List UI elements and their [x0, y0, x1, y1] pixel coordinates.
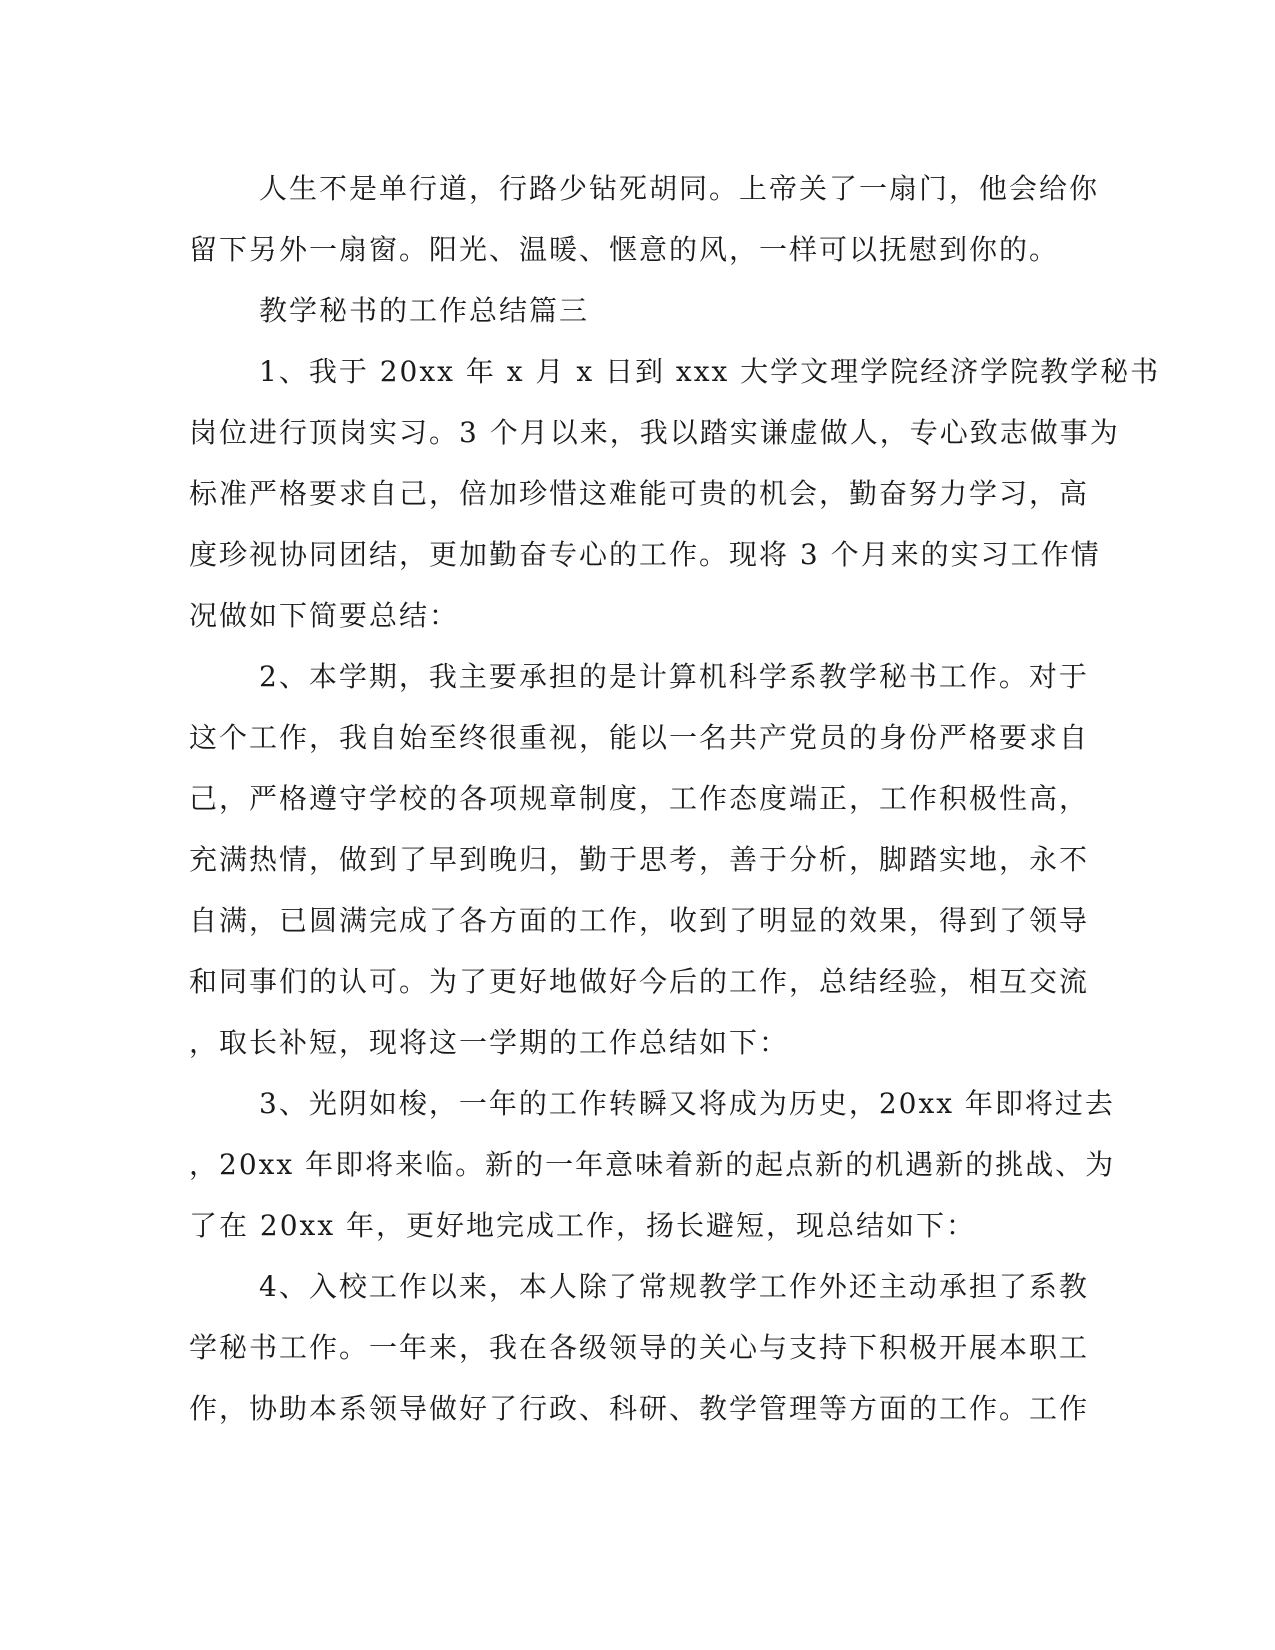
- text-line: 这个工作，我自始至终很重视，能以一名共产党员的身份严格要求自: [189, 721, 1090, 754]
- text-line: 充满热情，做到了早到晚归，勤于思考，善于分析，脚踏实地，永不: [189, 843, 1090, 876]
- text-line: 学秘书工作。一年来，我在各级领导的关心与支持下积极开展本职工: [189, 1331, 1090, 1364]
- text-line: 2、本学期，我主要承担的是计算机科学系教学秘书工作。对于: [259, 660, 1089, 693]
- text-line: 己，严格遵守学校的各项规章制度，工作态度端正，工作积极性高，: [189, 782, 1090, 815]
- text-line: 自满，已圆满完成了各方面的工作，收到了明显的效果，得到了领导: [189, 904, 1090, 937]
- text-line: 标准严格要求自己，倍加珍惜这难能可贵的机会，勤奋努力学习，高: [189, 477, 1090, 510]
- text-line: ，取长补短，现将这一学期的工作总结如下：: [189, 1026, 790, 1059]
- text-line: 1、我于 20xx 年 x 月 x 日到 xxx 大学文理学院经济学院教学秘书: [259, 355, 1161, 388]
- section-heading: 教学秘书的工作总结篇三: [259, 294, 590, 327]
- document-body: [189, 158, 1161, 1439]
- text-line: 3、光阴如梭，一年的工作转瞬又将成为历史，20xx 年即将过去: [259, 1087, 1115, 1120]
- text-line: 岗位进行顶岗实习。3 个月以来，我以踏实谦虚做人，专心致志做事为: [189, 416, 1120, 449]
- text-line: 人生不是单行道，行路少钻死胡同。上帝关了一扇门，他会给你: [259, 172, 1100, 205]
- text-line: 4、入校工作以来，本人除了常规教学工作外还主动承担了系教: [259, 1270, 1089, 1303]
- text-line: 和同事们的认可。为了更好地做好今后的工作，总结经验，相互交流: [189, 965, 1090, 998]
- text-line: ，20xx 年即将来临。新的一年意味着新的起点新的机遇新的挑战、为: [189, 1148, 1116, 1181]
- text-line: 度珍视协同团结，更加勤奋专心的工作。现将 3 个月来的实习工作情: [189, 538, 1101, 571]
- text-line: 况做如下简要总结：: [189, 599, 460, 632]
- text-line: 作，协助本系领导做好了行政、科研、教学管理等方面的工作。工作: [189, 1392, 1090, 1425]
- text-line: 留下另外一扇窗。阳光、温暖、惬意的风，一样可以抚慰到你的。: [189, 233, 1060, 266]
- text-line: 了在 20xx 年，更好地完成工作，扬长避短，现总结如下：: [189, 1209, 977, 1242]
